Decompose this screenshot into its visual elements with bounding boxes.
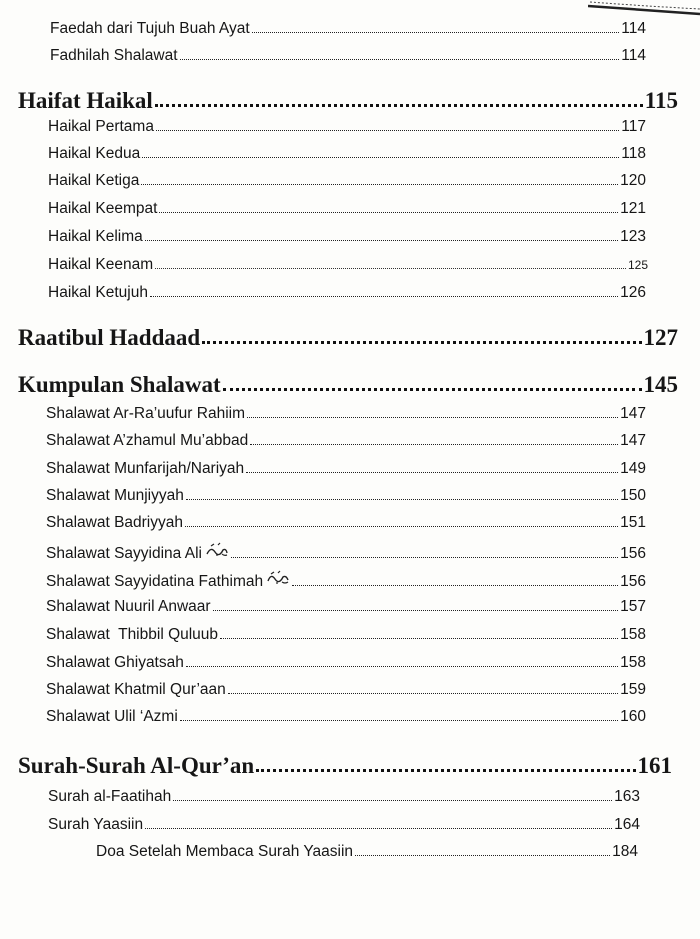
toc-entry[interactable] (46, 487, 646, 505)
toc-entry-title: Shalawat Thibbil Quluub (46, 626, 219, 643)
dot-leader (256, 769, 635, 772)
toc-entry-title: Doa Setelah Membaca Surah Yaasiin (96, 843, 354, 860)
dot-leader (155, 268, 626, 269)
dot-leader (292, 585, 618, 586)
toc-entry-title: Fadhilah Shalawat (50, 47, 178, 64)
toc-entry-title: Surah al-Faatihah (48, 788, 172, 805)
toc-entry-title: Shalawat Sayyidina Ali (46, 545, 202, 562)
toc-entry-page: 184 (612, 843, 638, 860)
toc-entry-title: Shalawat Sayyidatina Fathimah (46, 573, 264, 590)
toc-entry-title: Shalawat Ulil ‘Azmi (46, 708, 178, 725)
toc-entry-title: Shalawat Munjiyyah (46, 487, 184, 504)
dot-leader (141, 184, 618, 185)
toc-entry-page: 163 (614, 788, 640, 805)
toc-entry-page: 158 (620, 626, 646, 643)
toc-entry-title: Haikal Kedua (48, 145, 141, 162)
dot-leader (186, 666, 618, 667)
toc-section-heading[interactable] (18, 753, 672, 779)
toc-entry-title: Shalawat Nuuril Anwaar (46, 598, 211, 615)
dot-leader (156, 130, 619, 131)
toc-entry-title: Haikal Kelima (48, 228, 143, 245)
toc-entry-title: Shalawat Munfarijah/Nariyah (46, 460, 245, 477)
toc-entry[interactable] (48, 118, 646, 136)
section-page: 115 (644, 88, 678, 113)
toc-entry[interactable] (48, 256, 648, 274)
toc-entry-title: Haikal Ketujuh (48, 284, 148, 301)
toc-entry-page: 156 (620, 573, 646, 590)
dot-leader (247, 417, 618, 418)
toc-entry[interactable] (48, 284, 646, 302)
dot-leader (355, 855, 610, 856)
toc-entry[interactable] (48, 228, 646, 246)
dot-leader (228, 693, 618, 694)
section-page: 145 (643, 372, 678, 397)
toc-entry-page: 149 (620, 460, 646, 477)
toc-entry[interactable] (48, 145, 646, 163)
toc-entry[interactable] (46, 626, 646, 644)
dot-leader (250, 444, 618, 445)
toc-entry-title: Shalawat Badriyyah (46, 514, 183, 531)
toc-entry-page: 120 (620, 172, 646, 189)
toc-entry[interactable] (46, 654, 646, 672)
section-title: Kumpulan Shalawat (18, 372, 221, 397)
section-title: Raatibul Haddaad (18, 325, 201, 350)
toc-section-heading[interactable] (18, 372, 678, 398)
toc-entry-title: Haikal Keenam (48, 256, 154, 273)
toc-entry-page: 157 (620, 598, 646, 615)
toc-entry-title: Haikal Keempat (48, 200, 158, 217)
toc-entry-page: 117 (621, 118, 646, 135)
dot-leader (231, 557, 618, 558)
toc-entry-title: Shalawat A’zhamul Mu’abbad (46, 432, 249, 449)
dot-leader (145, 828, 612, 829)
dot-leader (223, 388, 642, 391)
toc-entry-title: Haikal Pertama (48, 118, 154, 135)
toc-entry[interactable] (48, 788, 640, 806)
dot-leader (145, 240, 618, 241)
toc-entry-title: Shalawat Ar-Ra’uufur Rahiim (46, 405, 246, 422)
toc-entry[interactable] (48, 172, 646, 190)
dot-leader (220, 638, 618, 639)
toc-entry-page: 164 (614, 816, 640, 833)
dot-leader (186, 499, 618, 500)
toc-entry[interactable] (50, 47, 646, 65)
toc-entry[interactable] (96, 843, 638, 861)
toc-entry-title: Surah Yaasiin (48, 816, 144, 833)
toc-entry[interactable] (46, 405, 646, 423)
dot-leader (252, 32, 620, 33)
decorative-border-ornament (588, 0, 700, 22)
toc-entry-page: 123 (620, 228, 646, 245)
dot-leader (159, 212, 618, 213)
toc-entry-title: Faedah dari Tujuh Buah Ayat (50, 20, 250, 37)
toc-entry-page: 156 (620, 545, 646, 562)
section-page: 161 (637, 753, 672, 778)
toc-entry[interactable] (46, 460, 646, 478)
toc-entry[interactable] (46, 514, 646, 532)
section-title: Haifat Haikal (18, 88, 153, 113)
toc-entry[interactable] (46, 432, 646, 450)
toc-section-heading[interactable] (18, 88, 678, 114)
toc-entry-title: Shalawat Ghiyatsah (46, 654, 184, 671)
toc-entry-page: 118 (621, 145, 646, 162)
toc-entry-page: 114 (621, 47, 646, 64)
toc-entry-page: 114 (621, 20, 646, 37)
arabic-honorific-calligraphy (205, 542, 229, 558)
dot-leader (155, 104, 643, 107)
dot-leader (142, 157, 619, 158)
toc-entry[interactable] (46, 681, 646, 699)
toc-entry-page: 150 (620, 487, 646, 504)
toc-entry[interactable] (46, 708, 646, 726)
toc-entry-page: 147 (620, 432, 646, 449)
dot-leader (150, 296, 618, 297)
toc-entry-page: 151 (620, 514, 646, 531)
toc-section-heading[interactable] (18, 325, 678, 351)
toc-entry-page: 126 (620, 284, 646, 301)
toc-entry[interactable] (46, 570, 646, 591)
section-page: 127 (643, 325, 678, 350)
toc-entry[interactable] (46, 598, 646, 616)
toc-entry[interactable] (50, 20, 646, 38)
toc-entry-page: 160 (620, 708, 646, 725)
toc-entry[interactable] (48, 200, 646, 218)
dot-leader (246, 472, 618, 473)
section-title: Surah-Surah Al-Qur’an (18, 753, 255, 778)
arabic-honorific-calligraphy (266, 570, 290, 586)
toc-entry-page: 147 (620, 405, 646, 422)
toc-entry-title: Shalawat Khatmil Qur’aan (46, 681, 226, 698)
toc-entry-title: Haikal Ketiga (48, 172, 140, 189)
dot-leader (185, 526, 618, 527)
dot-leader (180, 720, 618, 721)
dot-leader (202, 341, 641, 344)
toc-entry-page: 158 (620, 654, 646, 671)
toc-entry-page: 159 (620, 681, 646, 698)
toc-entry-page: 125 (627, 258, 648, 272)
toc-entry-page: 121 (620, 200, 646, 217)
dot-leader (213, 610, 619, 611)
dot-leader (173, 800, 612, 801)
dot-leader (180, 59, 620, 60)
toc-entry[interactable] (48, 816, 640, 834)
toc-entry[interactable] (46, 542, 646, 563)
